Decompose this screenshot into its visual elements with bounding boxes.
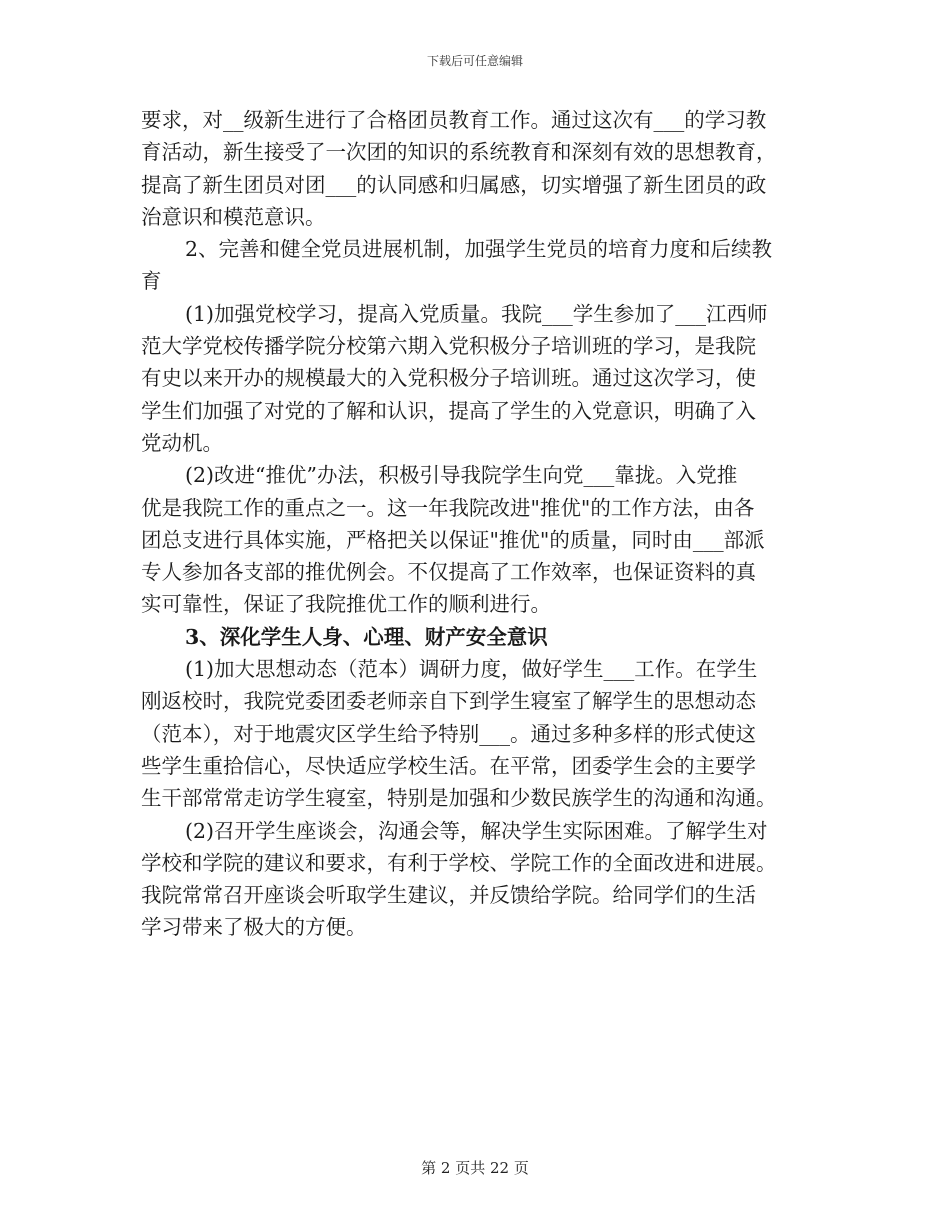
text-line: 实可靠性，保证了我院推优工作的顺利进行。 xyxy=(141,592,551,617)
text-line: 有史以来开办的规模最大的入党积极分子培训班。通过这次学习，使 xyxy=(141,366,756,391)
text-line: 党动机。 xyxy=(141,430,223,455)
text-line: 育活动，新生接受了一次团的知识的系统教育和深刻有效的思想教育， xyxy=(141,140,777,165)
text-line: 学生们加强了对党的了解和认识，提高了学生的入党意识，明确了入 xyxy=(141,398,756,423)
text-line: 治意识和模范意识。 xyxy=(141,204,326,229)
text-line: （范本），对于地震灾区学生给予特别___。通过多种多样的形式使这 xyxy=(141,721,756,746)
text-line: (1)加大思想动态（范本）调研力度，做好学生___工作。在学生 xyxy=(185,657,758,682)
text-line: 团总支进行具体实施，严格把关以保证"推优"的质量，同时由___部派 xyxy=(141,527,765,552)
text-line: 专人参加各支部的推优例会。不仅提高了工作效率，也保证资料的真 xyxy=(141,560,756,585)
text-line: 2、完善和健全党员进展机制，加强学生党员的培育力度和后续教 xyxy=(185,237,773,262)
text-line: 育 xyxy=(141,269,162,294)
text-line: (2)召开学生座谈会，沟通会等，解决学生实际困难。了解学生对 xyxy=(185,818,768,843)
page-header: 下载后可任意编辑 xyxy=(426,54,523,68)
document-body xyxy=(141,104,806,944)
text-line: 我院常常召开座谈会听取学生建议，并反馈给学院。给同学们的生活 xyxy=(141,883,756,908)
page-footer: 第 2 页共 22 页 xyxy=(421,1159,529,1177)
text-line: 刚返校时，我院党委团委老师亲自下到学生寝室了解学生的思想动态 xyxy=(141,689,756,714)
text-line: 学校和学院的建议和要求，有利于学校、学院工作的全面改进和进展。 xyxy=(141,850,777,875)
text-line: 提高了新生团员对团___的认同感和归属感，切实增强了新生团员的政 xyxy=(141,172,767,197)
text-line: (2)改进“推优”办法，积极引导我院学生向党___靠拢。入党推 xyxy=(185,463,738,488)
text-line: 3、深化学生人身、心理、财产安全意识 xyxy=(185,624,548,649)
paragraph-continuation xyxy=(141,104,806,233)
text-line: (1)加强党校学习，提高入党质量。我院___学生参加了___江西师 xyxy=(185,301,768,326)
text-line: 要求，对__级新生进行了合格团员教育工作。通过这次有___的学习教 xyxy=(141,108,767,132)
section-heading-2 xyxy=(141,233,806,298)
section-heading-3 xyxy=(141,621,806,653)
paragraph-2-2 xyxy=(141,459,806,620)
text-line: 生干部常常走访学生寝室，特别是加强和少数民族学生的沟通和沟通。 xyxy=(141,786,777,811)
paragraph-3-1 xyxy=(141,653,806,814)
text-line: 学习带来了极大的方便。 xyxy=(141,915,367,940)
text-line: 些学生重拾信心，尽快适应学校生活。在平常，团委学生会的主要学 xyxy=(141,753,756,778)
paragraph-3-2 xyxy=(141,815,806,944)
paragraph-2-1 xyxy=(141,298,806,459)
text-line: 优是我院工作的重点之一。这一年我院改进"推优"的工作方法，由各 xyxy=(141,495,755,520)
text-line: 范大学党校传播学院分校第六期入党积极分子培训班的学习，是我院 xyxy=(141,334,756,359)
